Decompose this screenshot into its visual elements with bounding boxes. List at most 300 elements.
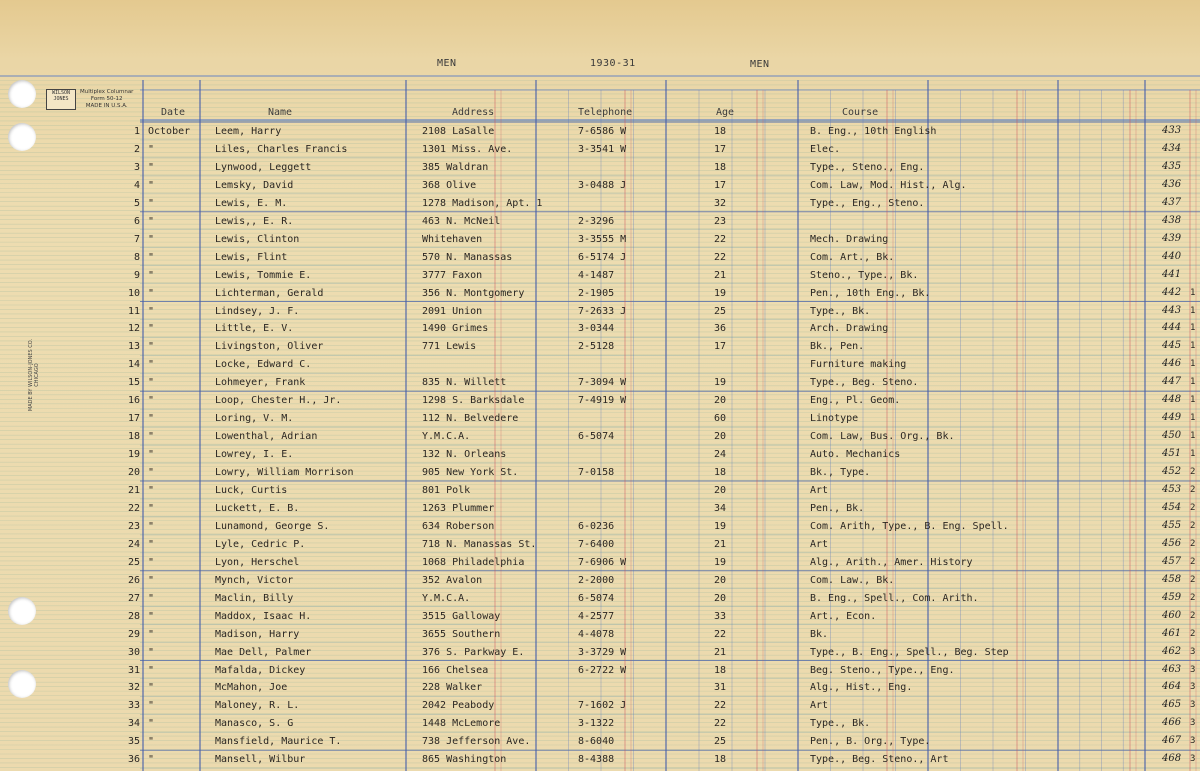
row-page: 3 [1190, 646, 1196, 657]
row-page: 1 [1190, 359, 1196, 370]
ledger-row [0, 517, 1200, 535]
row-number: 20 [127, 467, 140, 479]
row-date: " [148, 700, 155, 712]
row-name: Lemsky, David [215, 179, 294, 191]
row-date: " [148, 377, 155, 389]
row-course: Beg. Steno., Type., Eng. [810, 664, 955, 676]
ledger-row [0, 535, 1200, 553]
ledger-row [0, 230, 1200, 248]
row-page: 2 [1190, 467, 1196, 478]
row-name: Lohmeyer, Frank [215, 377, 306, 389]
row-ref: 445 [1162, 340, 1182, 352]
row-addr: 1263 Plummer [422, 502, 495, 514]
row-addr: 132 N. Orleans [422, 449, 507, 461]
row-age: 21 [714, 538, 727, 550]
row-date: " [148, 538, 155, 550]
row-page: 3 [1190, 664, 1196, 675]
ledger-row [0, 409, 1200, 427]
row-name: Lynwood, Leggett [215, 161, 312, 173]
form-number: Form 50-12 [90, 96, 123, 102]
row-ref: 457 [1162, 555, 1182, 567]
row-date: " [148, 449, 155, 461]
row-number: 11 [127, 305, 140, 317]
row-course: Arch. Drawing [810, 323, 889, 335]
row-addr: 718 N. Manassas St. [422, 538, 537, 550]
row-addr: 2108 LaSalle [422, 126, 495, 137]
ledger-row [0, 571, 1200, 589]
row-page: 2 [1190, 520, 1196, 531]
row-ref: 455 [1162, 519, 1182, 531]
row-age: 18 [714, 754, 727, 766]
row-ref: 464 [1162, 681, 1182, 693]
row-page: 3 [1190, 700, 1196, 711]
row-ref: 467 [1162, 735, 1182, 747]
row-course: Com. Law., Bk. [810, 574, 895, 586]
row-date: " [148, 736, 155, 748]
row-ref: 450 [1162, 430, 1182, 442]
ledger-row [0, 355, 1200, 373]
row-date: " [148, 359, 155, 371]
row-page: 1 [1190, 413, 1196, 424]
column-header-course: Course [842, 107, 879, 118]
row-name: Mynch, Victor [215, 574, 294, 586]
row-age: 25 [714, 736, 727, 748]
row-number: 9 [133, 269, 140, 281]
row-course: Art [810, 700, 829, 712]
row-name: Madison, Harry [215, 628, 300, 640]
ledger-row [0, 337, 1200, 355]
row-addr: 1298 S. Barksdale [422, 395, 525, 407]
row-age: 36 [714, 323, 727, 335]
row-addr: 801 Polk [422, 485, 471, 496]
row-age: 17 [714, 143, 727, 155]
row-name: Lewis, Flint [215, 251, 288, 263]
column-header-address: Address [452, 107, 495, 118]
row-name: Lyle, Cedric P. [215, 538, 306, 550]
row-ref: 434 [1162, 142, 1182, 154]
row-number: 17 [127, 413, 140, 425]
row-date: " [148, 610, 155, 622]
row-age: 22 [714, 251, 727, 263]
row-date: " [148, 520, 155, 532]
ledger-row [0, 194, 1200, 212]
row-name: Mafalda, Dickey [215, 664, 306, 676]
row-name: Manasco, S. G [215, 718, 294, 730]
row-age: 19 [714, 556, 727, 568]
row-date: " [148, 467, 155, 479]
row-tel: 6-5174 J [578, 251, 627, 263]
row-addr: 1448 McLemore [422, 718, 501, 730]
row-name: Mansell, Wilbur [215, 754, 306, 766]
row-addr: 356 N. Montgomery [422, 287, 525, 299]
row-date: " [148, 754, 155, 766]
row-course: B. Eng., Spell., Com. Arith. [810, 592, 979, 604]
row-name: Lindsey, J. F. [215, 305, 300, 317]
row-page: 2 [1190, 485, 1196, 495]
row-age: 20 [714, 431, 727, 443]
form-name: Multiplex Columnar [80, 89, 134, 95]
row-page: 2 [1190, 502, 1196, 513]
ledger-row [0, 661, 1200, 679]
row-age: 21 [714, 646, 727, 658]
row-tel: 6-2722 W [578, 664, 627, 676]
ledger-row [0, 714, 1200, 732]
row-number: 23 [127, 520, 140, 532]
row-number: 30 [127, 646, 140, 658]
row-date: " [148, 179, 155, 191]
row-course: Com. Art., Bk. [810, 251, 895, 263]
row-date: " [148, 341, 155, 353]
row-course: Bk., Pen. [810, 341, 865, 353]
row-tel: 6-0236 [578, 520, 615, 532]
row-course: Elec. [810, 143, 841, 155]
row-number: 6 [133, 215, 140, 227]
row-number: 26 [127, 574, 140, 586]
ledger-row [0, 607, 1200, 625]
row-number: 33 [127, 700, 140, 712]
row-date: " [148, 485, 155, 496]
row-addr: 570 N. Manassas [422, 251, 513, 263]
row-name: Loop, Chester H., Jr. [215, 395, 342, 407]
row-number: 14 [127, 359, 140, 371]
row-age: 21 [714, 269, 727, 281]
header-right-title: MEN [750, 59, 770, 70]
ledger-row [0, 732, 1200, 750]
row-age: 32 [714, 197, 727, 209]
row-tel: 3-1322 [578, 718, 615, 730]
ledger-row [0, 391, 1200, 409]
row-ref: 448 [1162, 394, 1182, 406]
row-number: 16 [127, 395, 140, 407]
row-date: " [148, 395, 155, 407]
row-tel: 2-1905 [578, 287, 615, 299]
row-date: " [148, 305, 155, 317]
row-number: 32 [127, 682, 140, 694]
row-page: 2 [1190, 574, 1196, 585]
row-age: 20 [714, 592, 727, 604]
row-addr: 463 N. McNeil [422, 215, 501, 227]
row-name: Lowrey, I. E. [215, 449, 294, 461]
row-tel: 6-5074 [578, 592, 615, 604]
row-page: 2 [1190, 610, 1196, 621]
row-course: Auto. Mechanics [810, 449, 901, 461]
ledger-row [0, 696, 1200, 714]
row-name: Locke, Edward C. [215, 359, 312, 371]
row-name: Lewis, Clinton [215, 233, 300, 245]
row-course: Bk., Type. [810, 467, 871, 479]
row-page: 3 [1190, 754, 1196, 765]
row-ref: 435 [1162, 160, 1182, 172]
row-tel: 3-3555 M [578, 233, 627, 245]
row-tel: 2-2000 [578, 574, 615, 586]
row-tel: 6-5074 [578, 431, 615, 443]
row-page: 1 [1190, 377, 1196, 388]
row-name: Loring, V. M. [215, 413, 294, 425]
form-origin: MADE IN U.S.A. [85, 103, 128, 109]
ledger-row [0, 625, 1200, 643]
row-age: 18 [714, 664, 727, 676]
ledger-row [0, 122, 1200, 140]
ledger-row [0, 750, 1200, 768]
row-age: 22 [714, 718, 727, 730]
row-age: 20 [714, 395, 727, 407]
row-course: Alg., Arith., Amer. History [810, 556, 973, 568]
row-date: " [148, 269, 155, 281]
row-addr: 228 Walker [422, 682, 483, 694]
row-name: Lowry, William Morrison [215, 467, 354, 479]
ledger-row [0, 158, 1200, 176]
row-number: 4 [133, 179, 140, 191]
row-page: 1 [1190, 341, 1196, 352]
row-name: Lunamond, George S. [215, 520, 330, 532]
row-course: B. Eng., 10th English [810, 126, 937, 137]
row-ref: 444 [1162, 322, 1182, 334]
row-addr: 112 N. Belvedere [422, 413, 519, 425]
row-number: 36 [127, 754, 140, 766]
row-ref: 454 [1162, 501, 1182, 513]
row-course: Type., Bk. [810, 718, 871, 730]
row-ref: 453 [1162, 484, 1182, 495]
row-number: 22 [127, 502, 140, 514]
row-course: Furniture making [810, 359, 907, 371]
row-page: 2 [1190, 628, 1196, 639]
row-addr: Whitehaven [422, 233, 483, 245]
row-ref: 449 [1162, 412, 1182, 424]
column-header-date: Date [161, 107, 186, 118]
header-left-title: MEN [437, 58, 457, 69]
row-number: 18 [127, 431, 140, 443]
row-number: 21 [127, 485, 140, 496]
row-age: 34 [714, 502, 727, 514]
ledger-row [0, 499, 1200, 517]
row-tel: 7-6400 [578, 538, 615, 550]
row-number: 3 [133, 161, 140, 173]
row-course: Pen., B. Org., Type. [810, 736, 931, 748]
row-ref: 440 [1162, 250, 1182, 262]
column-header-telephone: Telephone [578, 107, 633, 118]
row-name: McMahon, Joe [215, 682, 288, 694]
ledger-row [0, 643, 1200, 661]
row-tel: 3-0488 J [578, 179, 627, 191]
row-tel: 3-3541 W [578, 143, 627, 155]
row-name: Luckett, E. B. [215, 502, 300, 514]
ledger-row [0, 445, 1200, 463]
ledger-row [0, 481, 1200, 499]
row-ref: 452 [1162, 466, 1182, 478]
row-tel: 7-6906 W [578, 556, 627, 568]
ledger-row [0, 319, 1200, 337]
row-age: 24 [714, 449, 727, 461]
row-tel: 7-4919 W [578, 395, 627, 407]
row-number: 28 [127, 610, 140, 622]
row-number: 7 [133, 233, 140, 245]
row-addr: 771 Lewis [422, 341, 477, 353]
row-age: 31 [714, 682, 727, 694]
row-tel: 2-3296 [578, 215, 615, 227]
row-addr: 738 Jefferson Ave. [422, 736, 531, 748]
row-number: 5 [133, 197, 140, 209]
row-page: 1 [1190, 395, 1196, 406]
row-tel: 8-6040 [578, 736, 615, 748]
row-addr: 3777 Faxon [422, 269, 483, 281]
row-date: " [148, 574, 155, 586]
row-name: Maloney, R. L. [215, 700, 300, 712]
ledger-row [0, 589, 1200, 607]
ledger-row [0, 140, 1200, 158]
row-addr: 368 Olive [422, 179, 477, 191]
row-tel: 4-4078 [578, 628, 615, 640]
row-page: 1 [1190, 287, 1196, 298]
row-ref: 436 [1162, 178, 1182, 190]
row-ref: 456 [1162, 537, 1182, 549]
row-addr: 865 Washington [422, 754, 507, 766]
punch-hole [8, 80, 36, 108]
row-date: " [148, 215, 155, 227]
column-header-name: Name [268, 107, 293, 118]
row-ref: 462 [1162, 645, 1182, 657]
row-addr: 1490 Grimes [422, 323, 489, 335]
row-name: Lewis, E. M. [215, 197, 288, 209]
row-name: Lowenthal, Adrian [215, 431, 318, 443]
row-course: Mech. Drawing [810, 233, 889, 245]
row-age: 20 [714, 485, 727, 496]
row-age: 23 [714, 215, 727, 227]
row-tel: 2-5128 [578, 341, 615, 353]
row-ref: 463 [1162, 663, 1182, 675]
row-course: Art., Econ. [810, 610, 877, 622]
row-number: 25 [127, 556, 140, 568]
ledger-row [0, 212, 1200, 230]
row-page: 3 [1190, 718, 1196, 729]
row-age: 18 [714, 126, 727, 137]
row-date: " [148, 197, 155, 209]
form-info [80, 89, 133, 110]
ledger-row [0, 302, 1200, 320]
row-number: 1 [133, 126, 140, 137]
row-date: " [148, 251, 155, 263]
row-number: 24 [127, 538, 140, 550]
row-date: " [148, 323, 155, 335]
ledger-row [0, 427, 1200, 445]
row-date: " [148, 431, 155, 443]
row-tel: 3-3729 W [578, 646, 627, 658]
row-course: Type., B. Eng., Spell., Beg. Step [810, 646, 1009, 658]
row-number: 2 [133, 143, 140, 155]
row-date: " [148, 413, 155, 425]
row-age: 60 [714, 413, 727, 425]
row-name: Liles, Charles Francis [215, 143, 348, 155]
row-addr: 1278 Madison, Apt. 1 [422, 197, 543, 209]
row-age: 25 [714, 305, 727, 317]
row-page: 1 [1190, 323, 1196, 334]
row-tel: 8-4388 [578, 754, 615, 766]
row-addr: 1301 Miss. Ave. [422, 143, 513, 155]
ledger-row [0, 463, 1200, 481]
row-name: Lewis, Tommie E. [215, 269, 312, 281]
row-ref: 466 [1162, 717, 1182, 729]
row-name: Lichterman, Gerald [215, 287, 324, 299]
row-ref: 441 [1162, 268, 1182, 280]
column-header-age: Age [716, 107, 735, 118]
row-course: Type., Eng., Steno. [810, 197, 925, 209]
row-ref: 468 [1162, 753, 1182, 765]
row-number: 8 [133, 251, 140, 263]
row-course: Alg., Hist., Eng. [810, 682, 913, 694]
row-page: 2 [1190, 538, 1196, 549]
row-ref: 465 [1162, 699, 1182, 711]
row-addr: 905 New York St. [422, 467, 519, 479]
row-addr: 385 Waldran [422, 161, 489, 173]
row-addr: 166 Chelsea [422, 664, 489, 676]
row-name: Mansfield, Maurice T. [215, 736, 342, 748]
row-date: " [148, 143, 155, 155]
row-ref: 447 [1162, 376, 1182, 388]
row-page: 3 [1190, 682, 1196, 693]
row-addr: 2091 Union [422, 305, 483, 317]
row-addr: 835 N. Willett [422, 377, 507, 389]
row-tel: 7-1602 J [578, 700, 627, 712]
row-age: 18 [714, 161, 727, 173]
row-name: Livingston, Oliver [215, 341, 324, 353]
row-course: Com. Arith, Type., B. Eng. Spell. [810, 520, 1009, 532]
row-date: " [148, 664, 155, 676]
row-age: 19 [714, 377, 727, 389]
ledger-row [0, 266, 1200, 284]
row-tel: 7-0158 [578, 467, 615, 479]
row-number: 27 [127, 592, 140, 604]
row-page: 1 [1190, 449, 1196, 460]
row-number: 29 [127, 628, 140, 640]
row-age: 22 [714, 628, 727, 640]
row-ref: 460 [1162, 609, 1182, 621]
row-age: 22 [714, 233, 727, 245]
row-age: 18 [714, 467, 727, 479]
row-ref: 446 [1162, 358, 1182, 370]
row-date: " [148, 287, 155, 299]
row-addr: 3515 Galloway [422, 610, 501, 622]
row-age: 20 [714, 574, 727, 586]
row-name: Maddox, Isaac H. [215, 610, 312, 622]
row-ref: 458 [1162, 573, 1182, 585]
row-addr: 1068 Philadelphia [422, 556, 525, 568]
row-course: Linotype [810, 413, 859, 425]
row-tel: 7-2633 J [578, 305, 627, 317]
row-number: 31 [127, 664, 140, 676]
row-addr: 2042 Peabody [422, 700, 495, 712]
row-course: Pen., Bk. [810, 502, 865, 514]
row-age: 19 [714, 520, 727, 532]
row-addr: 634 Roberson [422, 520, 495, 532]
ledger-row [0, 678, 1200, 696]
row-number: 35 [127, 736, 140, 748]
row-number: 10 [127, 287, 140, 299]
row-name: Maclin, Billy [215, 592, 294, 604]
row-tel: 3-0344 [578, 323, 615, 335]
row-ref: 451 [1162, 448, 1182, 460]
row-page: 2 [1190, 592, 1196, 603]
ledger-row [0, 248, 1200, 266]
header-year: 1930-31 [590, 58, 636, 69]
row-page: 2 [1190, 556, 1196, 567]
row-number: 13 [127, 341, 140, 353]
row-date: " [148, 718, 155, 730]
row-course: Type., Beg. Steno. [810, 377, 919, 389]
row-addr: 352 Avalon [422, 574, 483, 586]
row-name: Mae Dell, Palmer [215, 646, 312, 658]
row-date: " [148, 161, 155, 173]
row-ref: 461 [1162, 627, 1182, 639]
row-ref: 439 [1162, 232, 1182, 244]
